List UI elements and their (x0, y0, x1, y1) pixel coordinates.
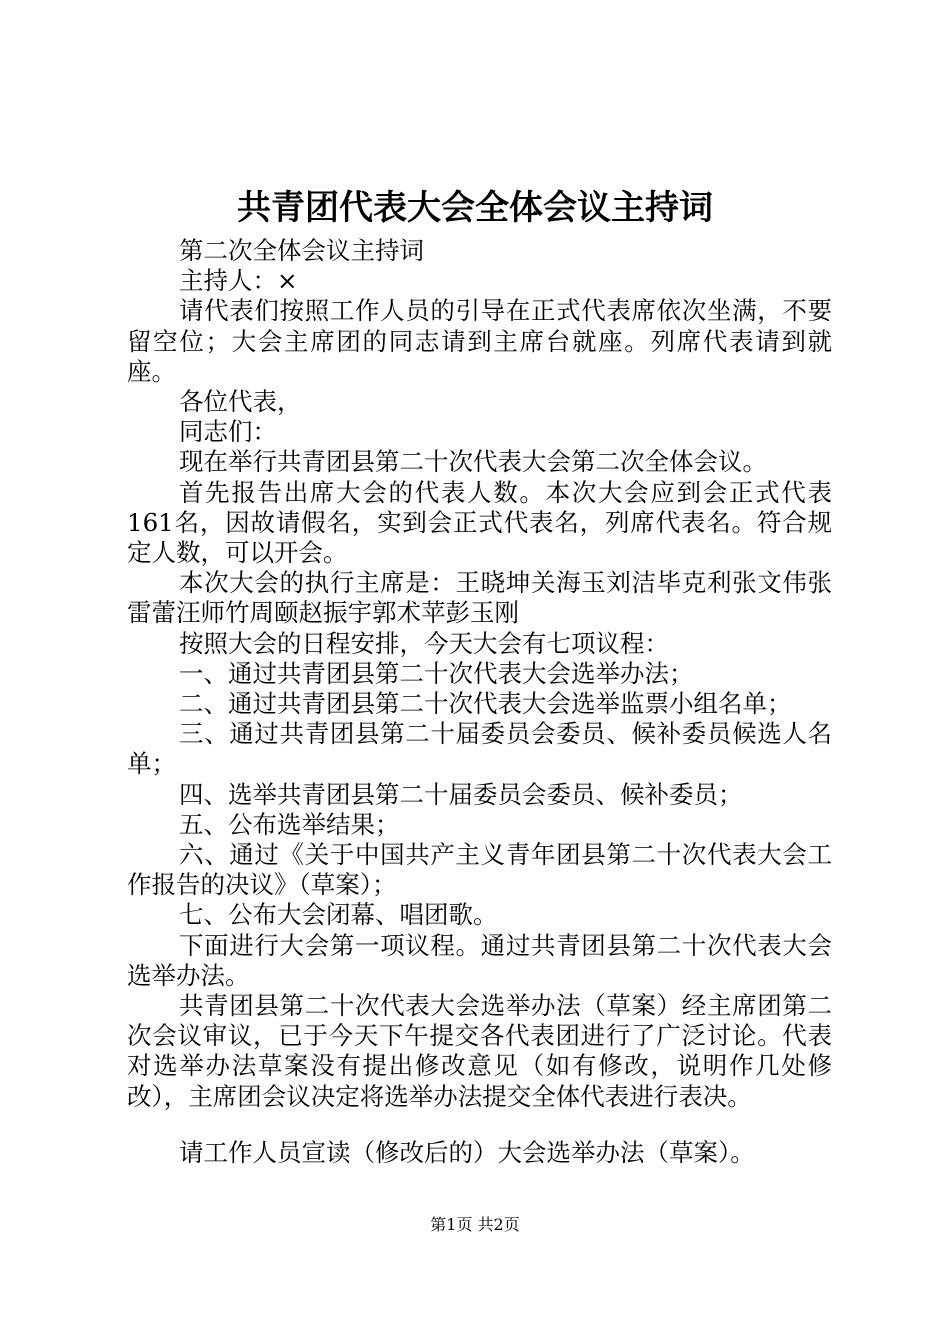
agenda-item-6: 六、通过《关于中国共产主义青年团县第二十次代表大会工作报告的决议》（草案）； (127, 840, 832, 900)
paragraph-session-title: 第二次全体会议主持词 (179, 236, 424, 265)
paragraph-seating: 请代表们按照工作人员的引导在正式代表席依次坐满，不要留空位；大会主席团的同志请到主席台就座。列席代表请到就座。 (127, 296, 832, 386)
agenda-item-2: 二、通过共青团县第二十次代表大会选举监票小组名单； (179, 689, 792, 719)
document-body (127, 236, 832, 1168)
agenda-item-3: 三、通过共青团县第二十届委员会委员、候补委员候选人名单； (127, 719, 832, 779)
paragraph-greeting-comrades: 同志们： (179, 417, 277, 447)
agenda-item-4: 四、选举共青团县第二十届委员会委员、候补委员； (179, 779, 743, 809)
paragraph-election-method: 共青团县第二十次代表大会选举办法（草案）经主席团第二次会议审议，已于今天下午提交各代表团进行了广泛讨论。代表对选举办法草案没有提出修改意见（如有修改，说明作几处修改），主席团会议决定将选举办法提交全体代表进行表决。 (127, 991, 832, 1111)
agenda-item-1: 一、通过共青团县第二十次代表大会选举办法； (179, 658, 694, 688)
paragraph-chairs: 本次大会的执行主席是：王晓坤关海玉刘洁毕克利张文伟张雷蕾汪师竹周颐赵振宇郭术苹彭玉刚 (127, 568, 832, 628)
paragraph-first-item: 下面进行大会第一项议程。通过共青团县第二十次代表大会选举办法。 (127, 930, 832, 990)
agenda-item-7: 七、公布大会闭幕、唱团歌。 (179, 900, 498, 930)
paragraph-attendance: 首先报告出席大会的代表人数。本次大会应到会正式代表161名，因故请假名，实到会正式代表名，列席代表名。符合规定人数，可以开会。 (127, 477, 832, 568)
paragraph-greeting-delegates: 各位代表， (179, 387, 302, 417)
paragraph-agenda-intro: 按照大会的日程安排，今天大会有七项议程： (179, 628, 669, 658)
document-title: 共青团代表大会全体会议主持词 (237, 188, 713, 228)
agenda-item-5: 五、公布选举结果； (179, 809, 400, 839)
page-footer: 第1页 共2页 (430, 1215, 520, 1234)
paragraph-reading-request: 请工作人员宣读（修改后的）大会选举办法（草案）。 (179, 1137, 755, 1167)
paragraph-host: 主持人：× (179, 266, 298, 296)
paragraph-opening: 现在举行共青团县第二十次代表大会第二次全体会议。 (179, 447, 767, 477)
